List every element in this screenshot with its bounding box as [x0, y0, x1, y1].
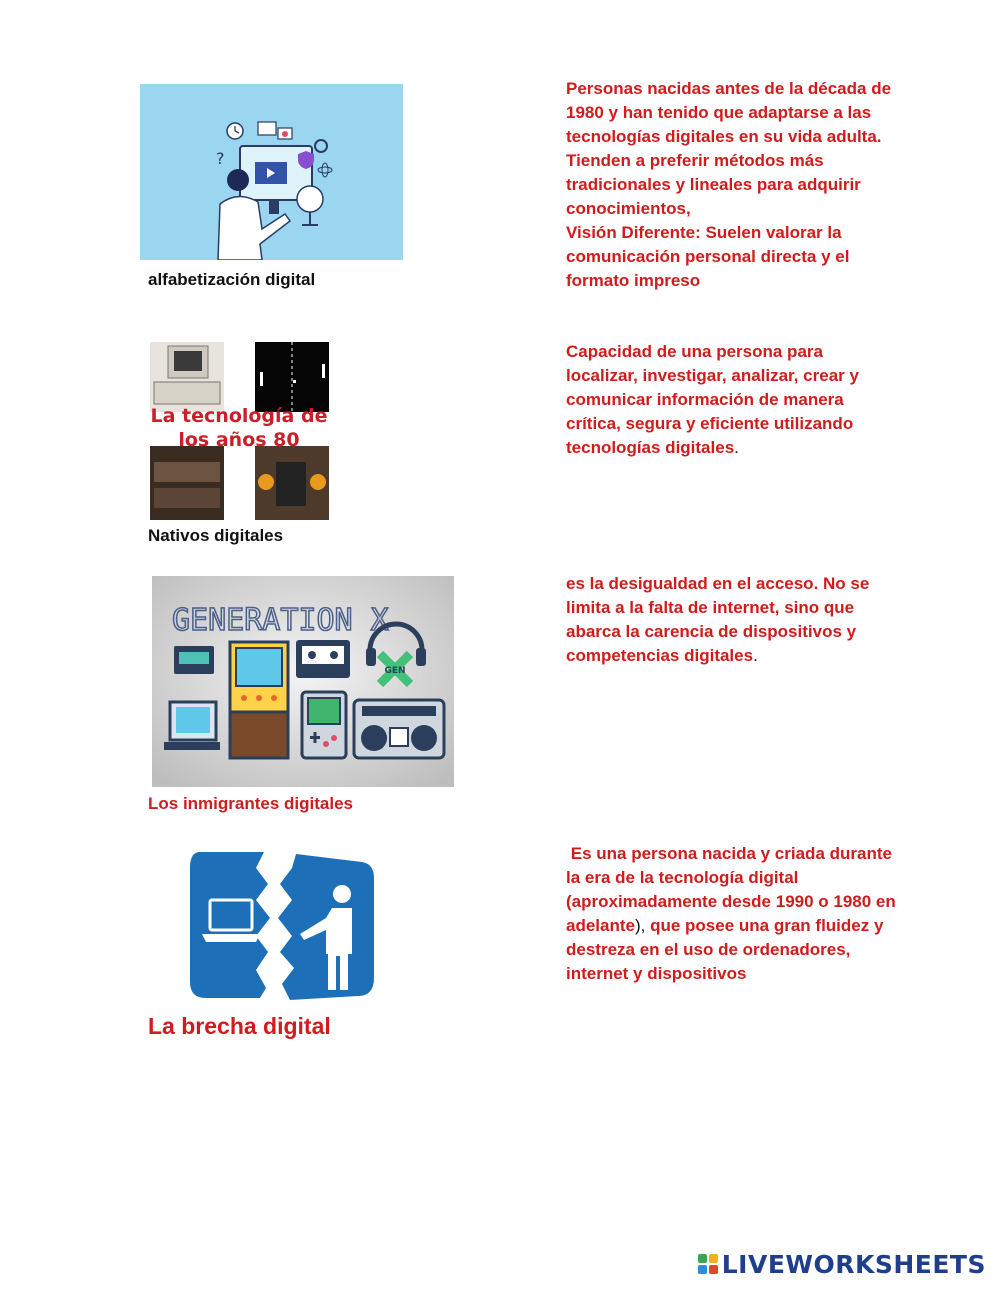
- svg-text:?: ?: [216, 149, 225, 168]
- definition-nativos: [566, 842, 901, 986]
- caption-inmigrantes-digitales: Los inmigrantes digitales: [148, 794, 353, 813]
- eighties-technology-collage: [148, 342, 330, 520]
- caption-brecha-digital: La brecha digital: [148, 1013, 331, 1039]
- definition-brecha: [566, 572, 896, 668]
- definition-alfabetizacion-text: Capacidad de una persona para localizar, investigar, analizar, crear y comunicar información de manera crítica, segura y eficiente utilizando tecnologías digitales: [566, 342, 859, 457]
- collage-text-line1: La tecnología de: [150, 405, 328, 427]
- generation-x-title: GENERATION X: [172, 603, 389, 638]
- definition-alfabetizacion: [566, 340, 896, 460]
- caption-alfabetizacion-digital: alfabetización digital: [148, 270, 316, 289]
- collage-text-line2: los años 80: [178, 429, 300, 451]
- definition-nativos-paren: ),: [634, 916, 651, 935]
- logo-mark-icon: [698, 1254, 718, 1274]
- definition-nativos-text-a: Es una persona nacida y criada durante la era de la tecnología digital (aproximadamente desde 1990 o 1980 en adelante: [566, 844, 901, 935]
- definition-alfabetizacion-period: .: [734, 438, 739, 457]
- definition-brecha-text: es la desigualdad en el acceso. No se limita a la falta de internet, sino que abarca la carencia de dispositivos y competencias digitales: [566, 574, 870, 665]
- definition-inmigrantes: Personas nacidas antes de la década de 1980 y han tenido que adaptarse a las tecnologías digitales en su vida adulta. Tienden a preferir métodos más tradicionales y lineales para adquirir conocimientos, Visión Diferente: Suelen valorar la comunicación personal directa y el formato impreso: [566, 79, 892, 290]
- definition-nativos-text-c: que posee una gran fluidez y destreza en el uso de ordenadores, internet y dispositivos: [566, 916, 889, 983]
- definition-brecha-period: .: [753, 646, 758, 665]
- generation-x-devices: [152, 576, 454, 787]
- person-computer-illustration: [140, 84, 403, 260]
- digital-divide-icon: [186, 848, 376, 1004]
- caption-nativos-digitales: Nativos digitales: [148, 526, 284, 545]
- logo-text: LIVEWORKSHEETS: [721, 1249, 986, 1279]
- liveworksheets-logo[interactable]: [698, 1250, 986, 1278]
- gen-badge: GEN: [384, 666, 406, 676]
